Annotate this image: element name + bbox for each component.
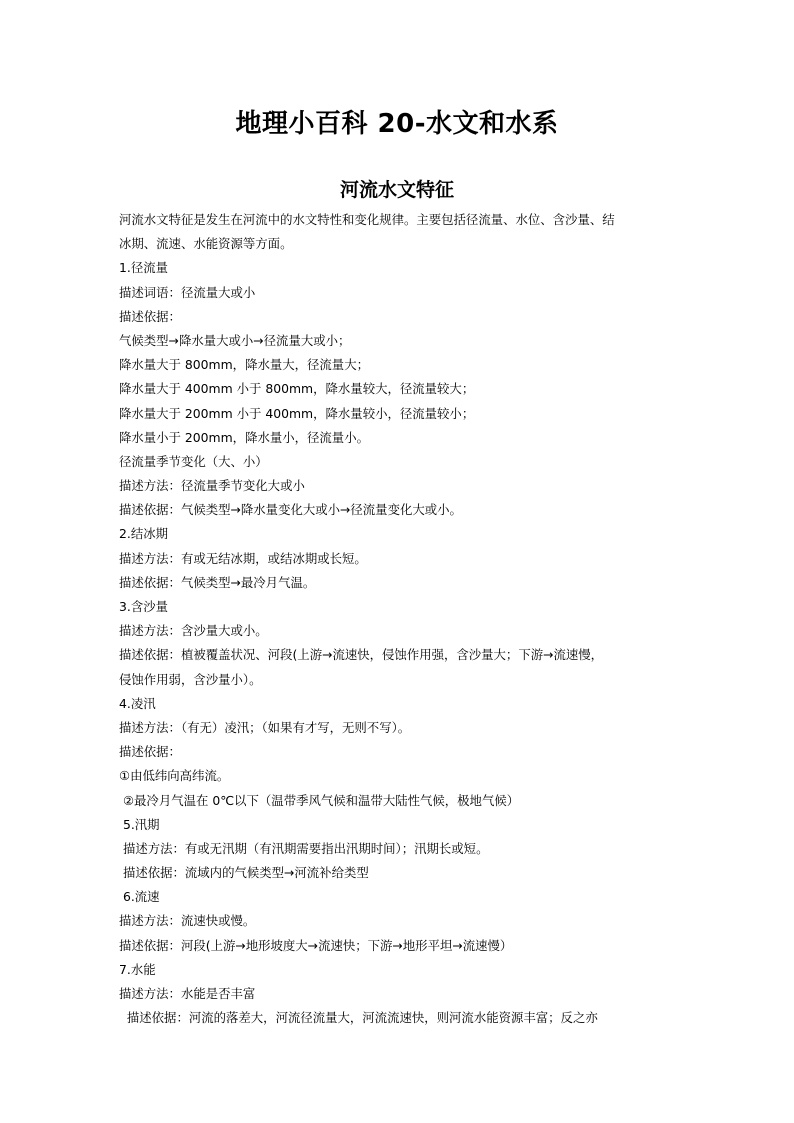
paragraph-line: 描述依据：河段(上游→地形坡度大→流速快；下游→地形平坦→流速慢） [119,937,513,953]
paragraph-line: 描述词语：径流量大或小 [119,284,256,300]
paragraph-line: 降水量小于 200mm，降水量小，径流量小。 [119,429,369,445]
paragraph-line: 描述依据：气候类型→降水量变化大或小→径流量变化大或小。 [119,502,462,518]
paragraph-line: 描述依据：流域内的气候类型→河流补给类型 [119,865,369,881]
paragraph-line: ①由低纬向高纬流。 [119,768,230,784]
paragraph-line: 描述依据： [119,308,181,324]
item-heading: 3.含沙量 [119,599,168,614]
paragraph-line: 描述方法：流速快或慢。 [119,913,256,929]
paragraph-line: ②最冷月气温在 0℃以下（温带季风气候和温带大陆性气候，极地气候） [119,792,520,808]
paragraph-line: 气候类型→降水量大或小→径流量大或小； [119,332,351,348]
paragraph-line: 描述方法：（有无）凌汛；（如果有才写，无则不写）。 [119,719,411,735]
paragraph-line: 描述方法：水能是否丰富 [119,986,256,1001]
paragraph-line: 描述方法：径流量季节变化大或小 [119,478,305,494]
paragraph-line: 描述依据： [119,744,181,760]
item-heading: 6.流速 [119,889,160,905]
paragraph-line: 降水量大于 800mm，降水量大，径流量大； [119,357,369,373]
item-heading: 1.径流量 [119,260,168,276]
paragraph-line: 河流水文特征是发生在河流中的水文特性和变化规律。主要包括径流量、水位、含沙量、结 [119,212,615,227]
document-body [119,208,689,1030]
item-heading: 5.汛期 [119,816,160,832]
paragraph-line: 描述方法：有或无汛期（有汛期需要指出汛期时间）；汛期长或短。 [119,840,489,856]
paragraph-line: 描述依据：气候类型→最冷月气温。 [119,574,316,590]
paragraph-line: 描述依据：植被覆盖状况、河段(上游→流速快，侵蚀作用强，含沙量大；下游→流速慢， [119,647,604,663]
item-heading: 4.凌汛 [119,695,156,711]
document-title: 地理小百科 20-水文和水系 [235,109,559,139]
paragraph-line: 降水量大于 400mm 小于 800mm，降水量较大，径流量较大； [119,381,475,397]
section-title: 河流水文特征 [339,179,454,201]
item-heading: 2.结冰期 [119,526,168,542]
item-heading: 7.水能 [119,961,156,977]
paragraph-line: 降水量大于 200mm 小于 400mm，降水量较小，径流量较小； [119,405,475,421]
paragraph-line: 径流量季节变化（大、小） [119,453,268,469]
paragraph-line: 描述依据：河流的落差大，河流径流量大，河流流速快，则河流水能资源丰富；反之亦 [119,1010,598,1026]
paragraph-line: 冰期、流速、水能资源等方面。 [119,236,293,252]
paragraph-line: 描述方法：有或无结冰期，或结冰期或长短。 [119,550,367,566]
paragraph-line: 侵蚀作用弱，含沙量小）。 [119,671,262,687]
paragraph-line: 描述方法：含沙量大或小。 [119,623,268,639]
